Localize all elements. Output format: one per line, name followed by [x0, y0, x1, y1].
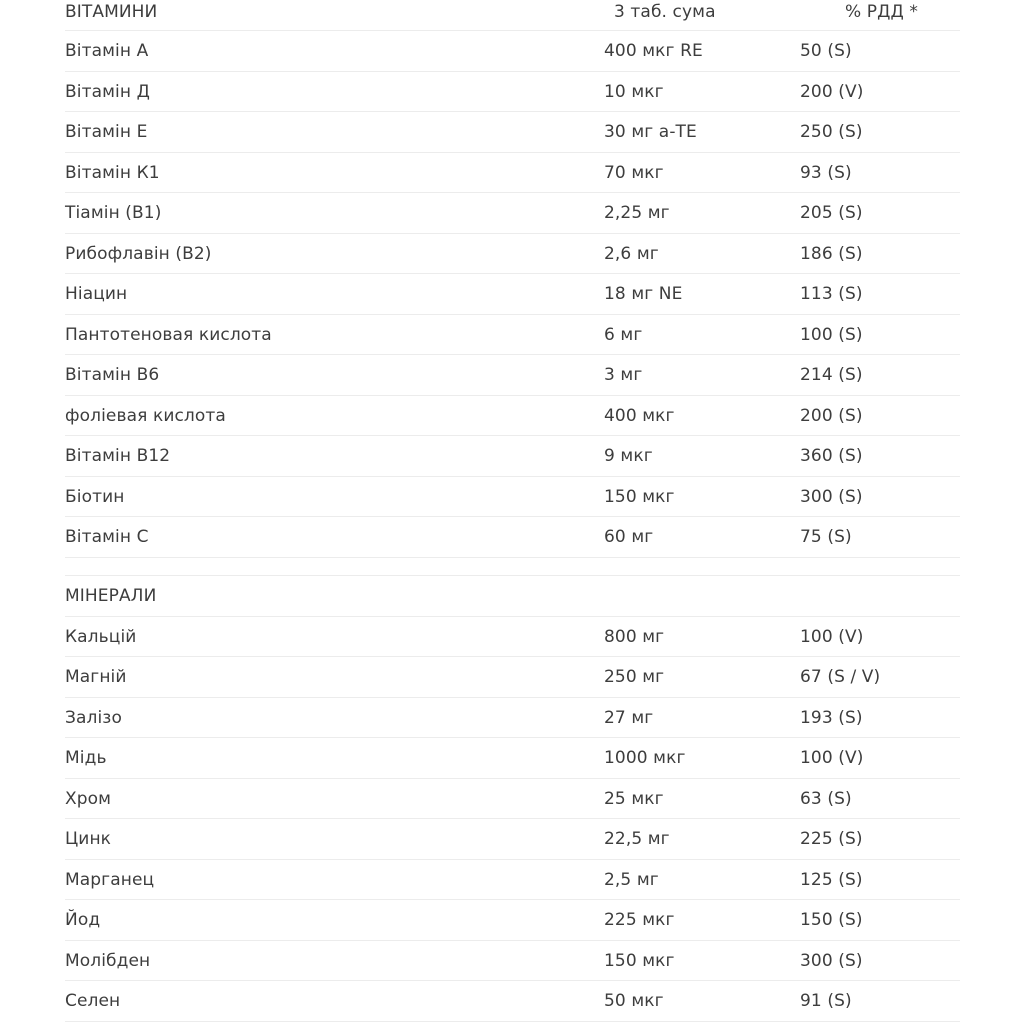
mineral-rda-cell: 125 (S) [800, 869, 863, 890]
vitamin-rda-cell: 75 (S) [800, 527, 852, 547]
vitamin-amount-cell: 400 мкг RE [604, 41, 703, 61]
vitamin-row [65, 274, 960, 315]
vitamin-name-cell: Вітамін В12 [65, 446, 171, 466]
vitamin-name-cell: Біотин [65, 486, 125, 507]
nutrition-table [65, 0, 960, 1022]
vitamin-amount-cell: 150 мкг [604, 486, 675, 507]
mineral-amount-cell: 27 мг [604, 707, 654, 728]
mineral-name-cell: Молібден [65, 950, 151, 971]
mineral-name-cell: Кальцій [65, 626, 137, 647]
vitamin-row [65, 517, 960, 558]
vitamin-name-cell: Вітамін Е [65, 122, 148, 142]
mineral-name-cell: Марганец [65, 869, 155, 890]
vitamin-name-cell: Вітамін С [65, 527, 149, 547]
vitamin-amount-cell: 30 мг а-TE [604, 122, 697, 142]
mineral-name-cell: Магній [65, 667, 127, 687]
mineral-rda-cell: 193 (S) [800, 707, 863, 728]
vitamin-rda-cell: 200 (S) [800, 405, 863, 426]
vitamin-row [65, 234, 960, 275]
vitamin-rda-cell: 113 (S) [800, 284, 863, 304]
mineral-name-cell: Залізо [65, 707, 122, 728]
vitamin-amount-cell: 9 мкг [604, 446, 653, 466]
vitamins-header-amount: 3 таб. сума [614, 2, 716, 22]
mineral-name-cell: Цинк [65, 829, 112, 849]
vitamin-row [65, 193, 960, 234]
mineral-row [65, 698, 960, 739]
mineral-row [65, 657, 960, 698]
vitamin-rda-cell: 93 (S) [800, 162, 852, 183]
vitamin-amount-cell: 18 мг NE [604, 284, 683, 304]
vitamin-name-cell: Вітамін Д [65, 81, 150, 102]
vitamin-amount-cell: 60 мг [604, 527, 654, 547]
mineral-rda-cell: 63 (S) [800, 788, 852, 809]
vitamin-amount-cell: 400 мкг [604, 405, 675, 426]
vitamin-name-cell: Тіамін (В1) [65, 203, 162, 223]
mineral-name-cell: Йод [65, 910, 101, 930]
vitamin-row [65, 355, 960, 396]
mineral-amount-cell: 250 мг [604, 667, 665, 687]
vitamin-row [65, 315, 960, 356]
section-divider [65, 558, 960, 576]
vitamin-rda-cell: 200 (V) [800, 81, 864, 102]
vitamin-rda-cell: 100 (S) [800, 324, 863, 345]
mineral-name-cell: Хром [65, 788, 112, 809]
vitamin-rda-cell: 300 (S) [800, 486, 863, 507]
mineral-amount-cell: 150 мкг [604, 950, 675, 971]
vitamin-row [65, 477, 960, 518]
vitamin-amount-cell: 6 мг [604, 324, 643, 345]
vitamin-amount-cell: 10 мкг [604, 81, 664, 102]
vitamin-name-cell: Вітамін А [65, 41, 149, 61]
vitamin-name-cell: Вітамін К1 [65, 162, 160, 183]
mineral-amount-cell: 25 мкг [604, 788, 664, 809]
mineral-amount-cell: 1000 мкг [604, 748, 686, 768]
vitamin-rda-cell: 360 (S) [800, 446, 863, 466]
mineral-name-cell: Селен [65, 991, 121, 1011]
mineral-row [65, 900, 960, 941]
vitamin-rda-cell: 50 (S) [800, 41, 852, 61]
mineral-amount-cell: 2,5 мг [604, 869, 659, 890]
mineral-amount-cell: 22,5 мг [604, 829, 670, 849]
mineral-rda-cell: 100 (V) [800, 748, 864, 768]
mineral-row [65, 779, 960, 820]
vitamins-header-name: ВІТАМИНИ [65, 2, 158, 22]
vitamin-rda-cell: 214 (S) [800, 365, 863, 385]
vitamin-amount-cell: 70 мкг [604, 162, 664, 183]
vitamin-row [65, 436, 960, 477]
mineral-name-cell: Мідь [65, 748, 107, 768]
mineral-row [65, 819, 960, 860]
vitamin-row [65, 396, 960, 437]
mineral-rda-cell: 300 (S) [800, 950, 863, 971]
vitamin-amount-cell: 3 мг [604, 365, 643, 385]
vitamin-name-cell: Вітамін В6 [65, 365, 160, 385]
vitamin-name-cell: Пантотеновая кислота [65, 324, 272, 345]
minerals-title-row [65, 576, 960, 617]
vitamin-amount-cell: 2,25 мг [604, 203, 670, 223]
mineral-amount-cell: 50 мкг [604, 991, 664, 1011]
mineral-rda-cell: 100 (V) [800, 626, 864, 647]
minerals-title: МІНЕРАЛИ [65, 585, 157, 606]
vitamins-rows [65, 31, 960, 558]
vitamin-amount-cell: 2,6 мг [604, 243, 659, 264]
mineral-amount-cell: 800 мг [604, 626, 665, 647]
vitamin-row [65, 31, 960, 72]
vitamin-rda-cell: 205 (S) [800, 203, 863, 223]
mineral-rda-cell: 225 (S) [800, 829, 863, 849]
minerals-rows [65, 617, 960, 1022]
mineral-row [65, 981, 960, 1022]
vitamin-rda-cell: 250 (S) [800, 122, 863, 142]
mineral-rda-cell: 150 (S) [800, 910, 863, 930]
mineral-rda-cell: 67 (S / V) [800, 667, 881, 687]
mineral-row [65, 617, 960, 658]
mineral-rda-cell: 91 (S) [800, 991, 852, 1011]
mineral-row [65, 941, 960, 982]
vitamin-name-cell: Рибофлавін (В2) [65, 243, 212, 264]
vitamins-header-rda: % РДД * [845, 2, 918, 22]
mineral-row [65, 860, 960, 901]
mineral-row [65, 738, 960, 779]
vitamin-row [65, 153, 960, 194]
vitamin-name-cell: фоліевая кислота [65, 405, 226, 426]
vitamin-rda-cell: 186 (S) [800, 243, 863, 264]
mineral-amount-cell: 225 мкг [604, 910, 675, 930]
vitamin-row [65, 112, 960, 153]
vitamins-header-row [65, 0, 960, 31]
vitamin-row [65, 72, 960, 113]
vitamin-name-cell: Ніацин [65, 284, 128, 304]
